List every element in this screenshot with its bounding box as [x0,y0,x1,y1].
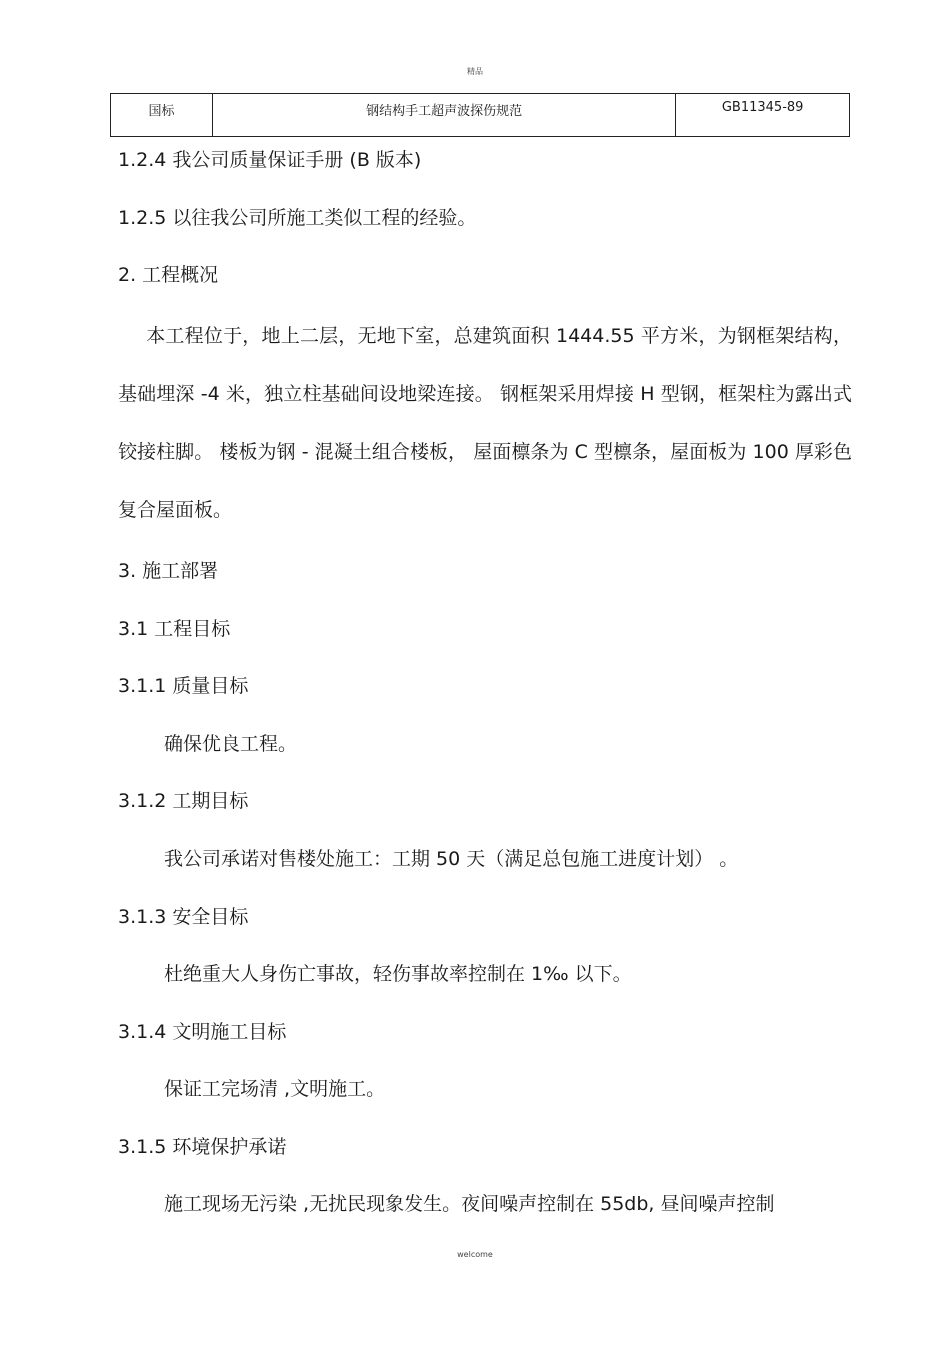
section-3-1-3-body: 杜绝重大人身伤亡事故，轻伤事故率控制在 1‰ 以下。 [164,963,632,985]
standard-title-cell: 钢结构手工超声波探伤规范 [212,94,675,137]
section-3-heading: 3. 施工部署 [118,560,219,582]
standards-table [110,93,850,137]
section-3-1-1-body: 确保优良工程。 [164,733,298,755]
section-3-1-heading: 3.1 工程目标 [118,618,231,640]
section-3-1-5-body: 施工现场无污染 ,无扰民现象发生。夜间噪声控制在 55db, 昼间噪声控制 [164,1193,775,1215]
section-3-1-5-heading: 3.1.5 环境保护承诺 [118,1136,287,1158]
section-3-1-4-heading: 3.1.4 文明施工目标 [118,1021,287,1043]
standard-code-cell: GB11345-89 [676,94,850,137]
section-3-1-2-heading: 3.1.2 工期目标 [118,790,249,812]
section-2-heading: 2. 工程概况 [118,264,219,286]
page-header: 精品 [467,67,483,76]
section-3-1-4-body: 保证工完场清 ,文明施工。 [164,1078,386,1100]
table-row [111,94,850,137]
section-3-1-1-heading: 3.1.1 质量目标 [118,675,249,697]
project-overview-paragraph [118,307,852,539]
section-1-2-5: 1.2.5 以往我公司所施工类似工程的经验。 [118,207,477,229]
page-footer: welcome [457,1250,493,1259]
section-3-1-2-body: 我公司承诺对售楼处施工：工期 50 天（满足总包施工进度计划） 。 [164,848,739,870]
project-overview-text: 本工程位于，地上二层，无地下室，总建筑面积 1444.55 平方米，为钢框架结构，基础埋深 -4 米，独立柱基础间设地梁连接。 钢框架采用焊接 H 型钢，框架柱为露出式铰接柱脚。 楼板为钢 - 混凝土组合楼板， 屋面檩条为 C 型檩条，屋面板为 100 厚彩色复合屋面板。 [118,325,852,521]
section-3-1-3-heading: 3.1.3 安全目标 [118,906,249,928]
standard-category-cell: 国标 [111,94,213,137]
section-1-2-4: 1.2.4 我公司质量保证手册 (B 版本) [118,149,422,171]
